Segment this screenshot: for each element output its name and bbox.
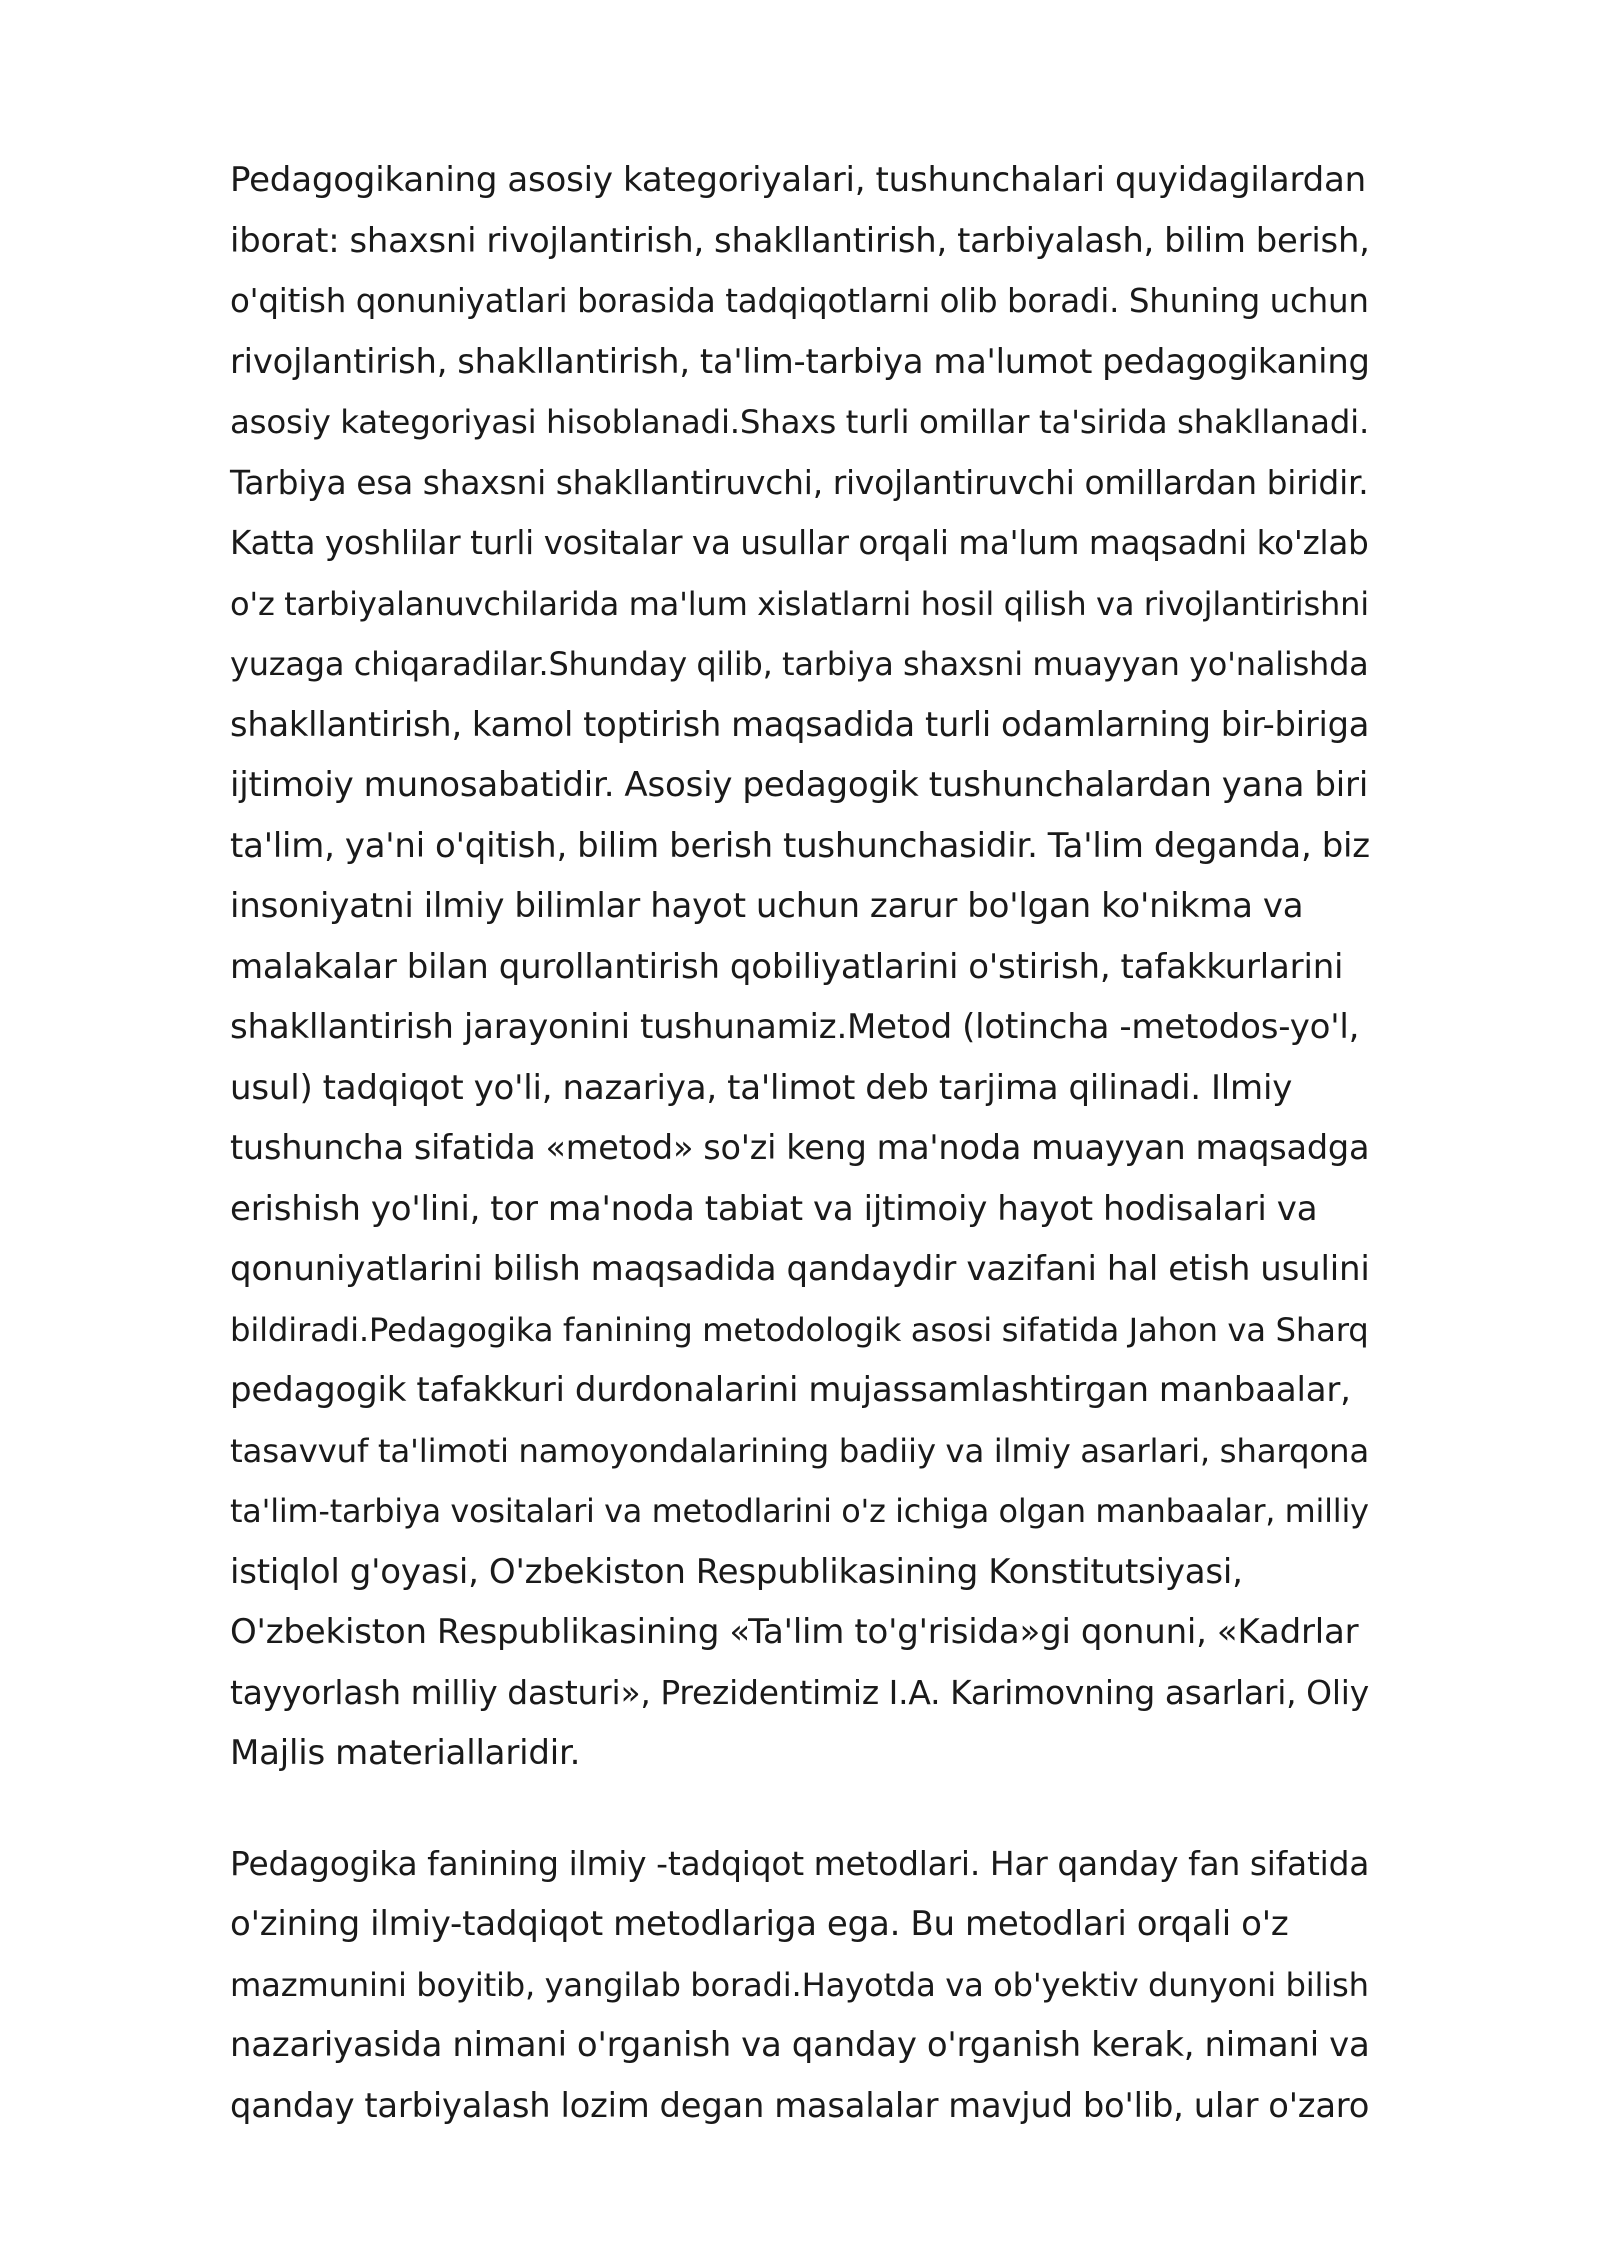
text-line: Katta yoshlilar turli vositalar va usullar orqali ma'lum maqsadni ko'zlab — [230, 524, 1369, 562]
text-line: Pedagogikaning asosiy kategoriyalari, tushunchalari quyidagilardan — [230, 160, 1367, 200]
text-line: qonuniyatlarini bilish maqsadida qandaydir vazifani hal etish usulini — [230, 1249, 1370, 1289]
text-line: ijtimoiy munosabatidir. Asosiy pedagogik tushunchalardan yana biri — [230, 765, 1369, 805]
text-line: istiqlol g'oyasi, O'zbekiston Respublikasining Konstitutsiyasi, — [230, 1551, 1243, 1592]
text-line: shakllantirish, kamol toptirish maqsadida turli odamlarning bir-biriga — [230, 704, 1370, 744]
text-line: shakllantirish jarayonini tushunamiz.Metod (lotincha -metodos-yo'l, — [230, 1007, 1360, 1047]
text-line: rivojlantirish, shakllantirish, ta'lim-tarbiya ma'lumot pedagogikaning — [230, 341, 1370, 381]
text-line: tushuncha sifatida «metod» so'zi keng ma'noda muayyan maqsadga — [230, 1128, 1370, 1167]
text-line: ta'lim, ya'ni o'qitish, bilim berish tushunchasidir. Ta'lim deganda, biz — [230, 825, 1370, 866]
text-line: o'z tarbiyalanuvchilarida ma'lum xislatlarni hosil qilish va rivojlantirishni — [230, 584, 1369, 623]
text-line: pedagogik tafakkuri durdonalarini mujassamlashtirgan manbaalar, — [230, 1370, 1351, 1410]
text-line: asosiy kategoriyasi hisoblanadi.Shaxs turli omillar ta'sirida shakllanadi. — [230, 403, 1370, 441]
text-line: erishish yo'lini, tor ma'noda tabiat va ijtimoiy hayot hodisalari va — [230, 1188, 1318, 1229]
text-line: o'zining ilmiy-tadqiqot metodlariga ega. Bu metodlari orqali o'z — [230, 1904, 1289, 1944]
text-line: Tarbiya esa shaxsni shakllantiruvchi, rivojlantiruvchi omillardan biridir. — [230, 462, 1369, 502]
text-line: bildiradi.Pedagogika fanining metodologik asosi sifatida Jahon va Sharq — [230, 1310, 1369, 1349]
text-line: tasavvuf ta'limoti namoyondalarining badiiy va ilmiy asarlari, sharqona — [230, 1431, 1370, 1470]
text-line: nazariyasida nimani o'rganish va qanday o'rganish kerak, nimani va — [230, 2025, 1370, 2065]
text-line: usul) tadqiqot yo'li, nazariya, ta'limot deb tarjima qilinadi. Ilmiy — [230, 1067, 1293, 1108]
paragraph-categories — [230, 150, 1370, 1784]
text-line: mazmunini boyitib, yangilab boradi.Hayotda va ob'yektiv dunyoni bilish — [230, 1965, 1369, 2004]
text-line: yuzaga chiqaradilar.Shunday qilib, tarbiya shaxsni muayyan yo'nalishda — [230, 645, 1369, 683]
text-line: qanday tarbiyalash lozim degan masalalar mavjud bo'lib, ular o'zaro — [230, 2085, 1370, 2125]
text-line: ta'lim-tarbiya vositalari va metodlarini o'z ichiga olgan manbaalar, milliy — [230, 1492, 1369, 1530]
paragraph-research-methods — [230, 1834, 1370, 2137]
text-line: O'zbekiston Respublikasining «Ta'lim to'g'risida»gi qonuni, «Kadrlar — [230, 1612, 1359, 1652]
text-line: Majlis materiallaridir. — [230, 1733, 581, 1773]
text-line: o'qitish qonuniyatlari borasida tadqiqotlarni olib boradi. Shuning uchun — [230, 282, 1369, 320]
text-line: tayyorlash milliy dasturi», Prezidentimiz I.A. Karimovning asarlari, Oliy — [230, 1672, 1369, 1712]
text-line: insoniyatni ilmiy bilimlar hayot uchun zarur bo'lgan ko'nikma va — [230, 886, 1304, 926]
text-line: malakalar bilan qurollantirish qobiliyatlarini o'stirish, tafakkurlarini — [230, 946, 1344, 987]
text-line: Pedagogika fanining ilmiy -tadqiqot metodlari. Har qanday fan sifatida — [230, 1843, 1370, 1883]
text-line: iborat: shaxsni rivojlantirish, shakllantirish, tarbiyalash, bilim berish, — [230, 220, 1370, 260]
